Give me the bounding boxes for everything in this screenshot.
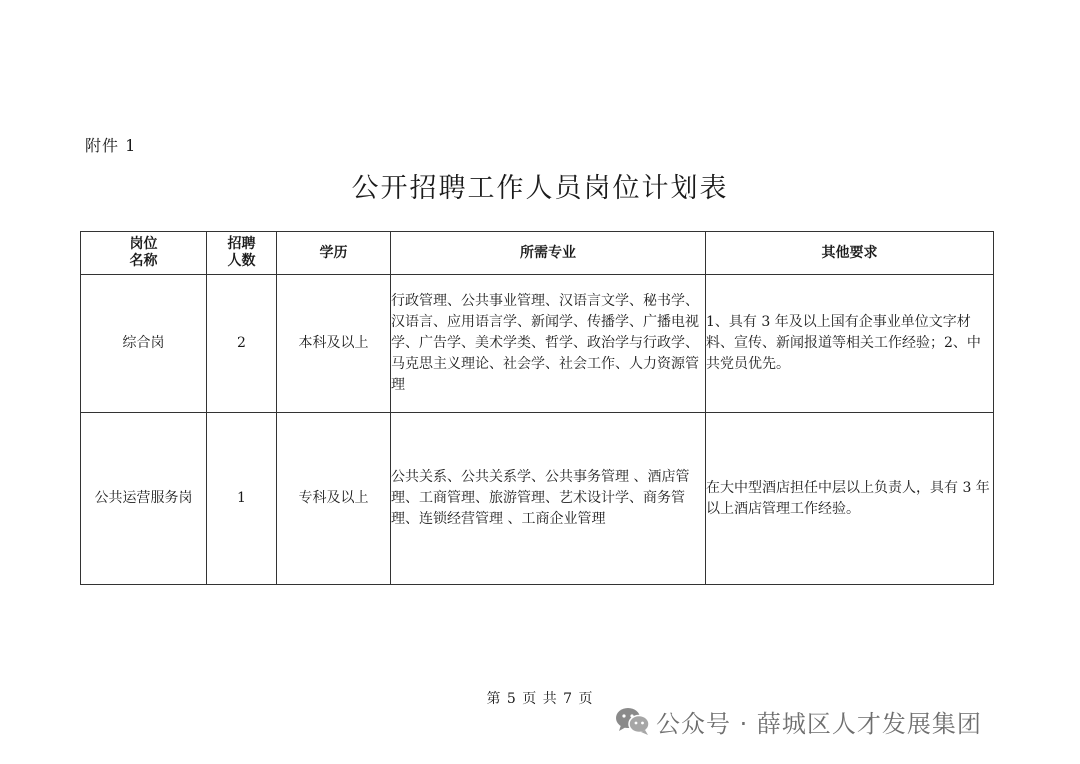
watermark — [614, 703, 982, 739]
header-position-name-line1: 岗位 — [129, 236, 158, 252]
document-title: 公开招聘工作人员岗位计划表 — [351, 173, 729, 204]
cell-count: 1 — [207, 413, 277, 585]
header-other-requirements: 其他要求 — [706, 232, 994, 275]
page-footer: 第 5 页 共 7 页 — [486, 691, 594, 707]
cell-education: 本科及以上 — [277, 275, 391, 413]
table-row — [81, 413, 994, 585]
table-row — [81, 275, 994, 413]
header-education: 学历 — [277, 232, 391, 275]
cell-count: 2 — [207, 275, 277, 413]
table-header-row — [81, 232, 994, 275]
header-recruit-count — [207, 232, 277, 275]
header-position-name-line2: 名称 — [129, 253, 158, 269]
header-majors: 所需专业 — [391, 232, 706, 275]
header-position-name — [81, 232, 207, 275]
attachment-label: 附件 1 — [85, 136, 137, 155]
cell-requirements: 1、具有 3 年及以上国有企事业单位文字材料、宣传、新闻报道等相关工作经验；2、中共党员优先。 — [706, 275, 994, 413]
cell-education: 专科及以上 — [277, 413, 391, 585]
header-recruit-count-line1: 招聘 — [227, 236, 256, 252]
cell-requirements: 在大中型酒店担任中层以上负责人，具有 3 年以上酒店管理工作经验。 — [706, 413, 994, 585]
cell-position: 综合岗 — [81, 275, 207, 413]
header-recruit-count-line2: 人数 — [227, 253, 256, 269]
recruitment-plan-table — [80, 231, 994, 585]
cell-majors: 行政管理、公共事业管理、汉语言文学、秘书学、汉语言、应用语言学、新闻学、传播学、广播电视学、广告学、美术学类、哲学、政治学与行政学、马克思主义理论、社会学、社会工作、人力资源管理 — [391, 275, 706, 413]
wechat-icon — [614, 706, 652, 736]
watermark-text: 公众号 · 薛城区人才发展集团 — [656, 709, 982, 738]
cell-majors: 公共关系、公共关系学、公共事务管理 、酒店管理、工商管理、旅游管理、艺术设计学、商务管理、连锁经营管理 、工商企业管理 — [391, 413, 706, 585]
cell-position: 公共运营服务岗 — [81, 413, 207, 585]
